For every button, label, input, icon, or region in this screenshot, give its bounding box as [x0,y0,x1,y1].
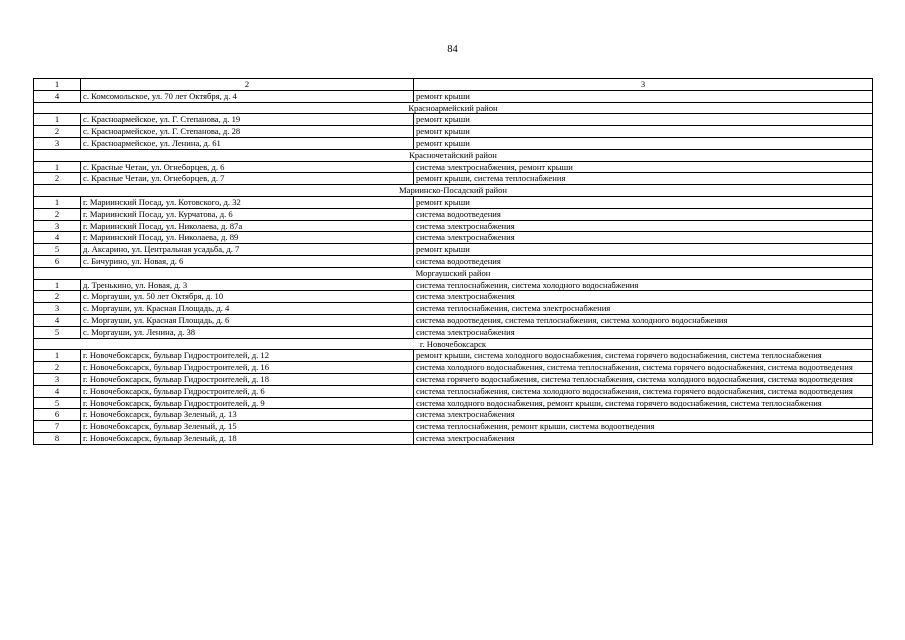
row-address: г. Новочебоксарск, бульвар Зеленый, д. 18 [81,432,414,444]
page-number: 84 [447,44,458,55]
row-number: 8 [34,432,81,444]
works-table [33,78,873,445]
table-row [34,161,873,173]
row-number: 5 [34,397,81,409]
district-row [34,149,873,161]
table-row [34,362,873,374]
row-number: 6 [34,255,81,267]
row-works: система теплоснабжения, система холодного водоснабжения [414,279,873,291]
district-row [34,185,873,197]
row-number: 3 [34,303,81,315]
row-number: 2 [34,126,81,138]
row-address: с. Красные Четаи, ул. Огнеборцев, д. 7 [81,173,414,185]
district-row [34,338,873,350]
district-title: Красноармейский район [34,102,873,114]
row-works: система теплоснабжения, система холодного водоснабжения, система горячего водоснабжения, система водоотведения [414,385,873,397]
row-works: система водоотведения [414,208,873,220]
row-address: с. Бичурино, ул. Новая, д. 6 [81,255,414,267]
row-address: г. Мариинский Посад, ул. Николаева, д. 87а [81,220,414,232]
row-number: 2 [34,208,81,220]
row-number: 2 [34,362,81,374]
row-address: д. Аксарино, ул. Центральная усадьба, д. 7 [81,244,414,256]
row-works: система электроснабжения [414,291,873,303]
table-row [34,137,873,149]
district-title: Мариинско-Посадский район [34,185,873,197]
row-works: система холодного водоснабжения, система теплоснабжения, система горячего водоснабжения, система водоотведения [414,362,873,374]
row-works: система электроснабжения [414,409,873,421]
row-address: г. Новочебоксарск, бульвар Зеленый, д. 15 [81,421,414,433]
row-number: 3 [34,220,81,232]
table-body [34,90,873,444]
row-address: д. Тренькино, ул. Новая, д. 3 [81,279,414,291]
row-works: система водоотведения, система теплоснабжения, система холодного водоснабжения [414,314,873,326]
row-number: 4 [34,232,81,244]
row-address: г. Мариинский Посад, ул. Котовского, д. 32 [81,196,414,208]
row-address: с. Красноармейское, ул. Г. Степанова, д. 19 [81,114,414,126]
district-title: Красночетайский район [34,149,873,161]
row-number: 3 [34,373,81,385]
row-works: система электроснабжения, ремонт крыши [414,161,873,173]
table-row [34,114,873,126]
table-row [34,196,873,208]
row-number: 2 [34,291,81,303]
table-row [34,326,873,338]
row-works: система холодного водоснабжения, ремонт крыши, система горячего водоснабжения, система теплоснабжения [414,397,873,409]
district-row [34,267,873,279]
table-row [34,208,873,220]
table-row [34,385,873,397]
table-row [34,220,873,232]
row-number: 6 [34,409,81,421]
row-address: г. Новочебоксарск, бульвар Гидростроителей, д. 6 [81,385,414,397]
table-row [34,432,873,444]
table-row [34,90,873,102]
row-works: система электроснабжения [414,232,873,244]
row-address: с. Красные Четаи, ул. Огнеборцев, д. 6 [81,161,414,173]
row-works: система водоотведения [414,255,873,267]
row-works: система электроснабжения [414,326,873,338]
row-address: с. Моргауши, ул. Ленина, д. 38 [81,326,414,338]
row-number: 4 [34,314,81,326]
table-row [34,397,873,409]
row-address: г. Новочебоксарск, бульвар Гидростроителей, д. 16 [81,362,414,374]
row-address: с. Моргауши, ул. Красная Площадь, д. 6 [81,314,414,326]
row-works: ремонт крыши [414,114,873,126]
row-address: с. Комсомольское, ул. 70 лет Октября, д. 4 [81,90,414,102]
table-row [34,303,873,315]
column-header-number: 1 [34,79,81,91]
row-address: с. Красноармейское, ул. Ленина, д. 61 [81,137,414,149]
table-row [34,373,873,385]
row-number: 1 [34,350,81,362]
row-works: ремонт крыши, система холодного водоснабжения, система горячего водоснабжения, система теплоснабжения [414,350,873,362]
row-number: 1 [34,196,81,208]
table-row [34,173,873,185]
table-row [34,255,873,267]
row-works: система теплоснабжения, ремонт крыши, система водоотведения [414,421,873,433]
table-row [34,232,873,244]
row-works: система электроснабжения [414,432,873,444]
table-row [34,350,873,362]
row-number: 7 [34,421,81,433]
row-works: ремонт крыши, система теплоснабжения [414,173,873,185]
row-address: с. Моргауши, ул. 50 лет Октября, д. 10 [81,291,414,303]
row-address: г. Новочебоксарск, бульвар Гидростроителей, д. 9 [81,397,414,409]
table-row [34,421,873,433]
row-works: ремонт крыши [414,90,873,102]
row-address: г. Новочебоксарск, бульвар Зеленый, д. 13 [81,409,414,421]
table-row [34,126,873,138]
row-works: ремонт крыши [414,137,873,149]
column-header-address: 2 [81,79,414,91]
row-works: система теплоснабжения, система электроснабжения [414,303,873,315]
table-header [34,79,873,91]
table-row [34,314,873,326]
row-works: ремонт крыши [414,126,873,138]
row-number: 1 [34,114,81,126]
district-title: г. Новочебоксарск [34,338,873,350]
row-number: 5 [34,244,81,256]
row-works: система горячего водоснабжения, система теплоснабжения, система холодного водоснабжения, система водоотведения [414,373,873,385]
district-title: Моргаушский район [34,267,873,279]
row-address: г. Мариинский Посад, ул. Курчатова, д. 6 [81,208,414,220]
row-number: 4 [34,385,81,397]
table-row [34,409,873,421]
row-address: г. Новочебоксарск, бульвар Гидростроителей, д. 18 [81,373,414,385]
row-address: г. Мариинский Посад, ул. Николаева, д. 89 [81,232,414,244]
row-works: система электроснабжения [414,220,873,232]
column-header-works: 3 [414,79,873,91]
row-number: 5 [34,326,81,338]
row-number: 3 [34,137,81,149]
header-row [34,79,873,91]
row-works: ремонт крыши [414,244,873,256]
row-number: 4 [34,90,81,102]
table-row [34,244,873,256]
row-address: г. Новочебоксарск, бульвар Гидростроителей, д. 12 [81,350,414,362]
row-number: 1 [34,161,81,173]
row-address: с. Красноармейское, ул. Г. Степанова, д. 28 [81,126,414,138]
table-row [34,291,873,303]
district-row [34,102,873,114]
row-address: с. Моргауши, ул. Красная Площадь, д. 4 [81,303,414,315]
row-number: 1 [34,279,81,291]
row-works: ремонт крыши [414,196,873,208]
row-number: 2 [34,173,81,185]
table-row [34,279,873,291]
